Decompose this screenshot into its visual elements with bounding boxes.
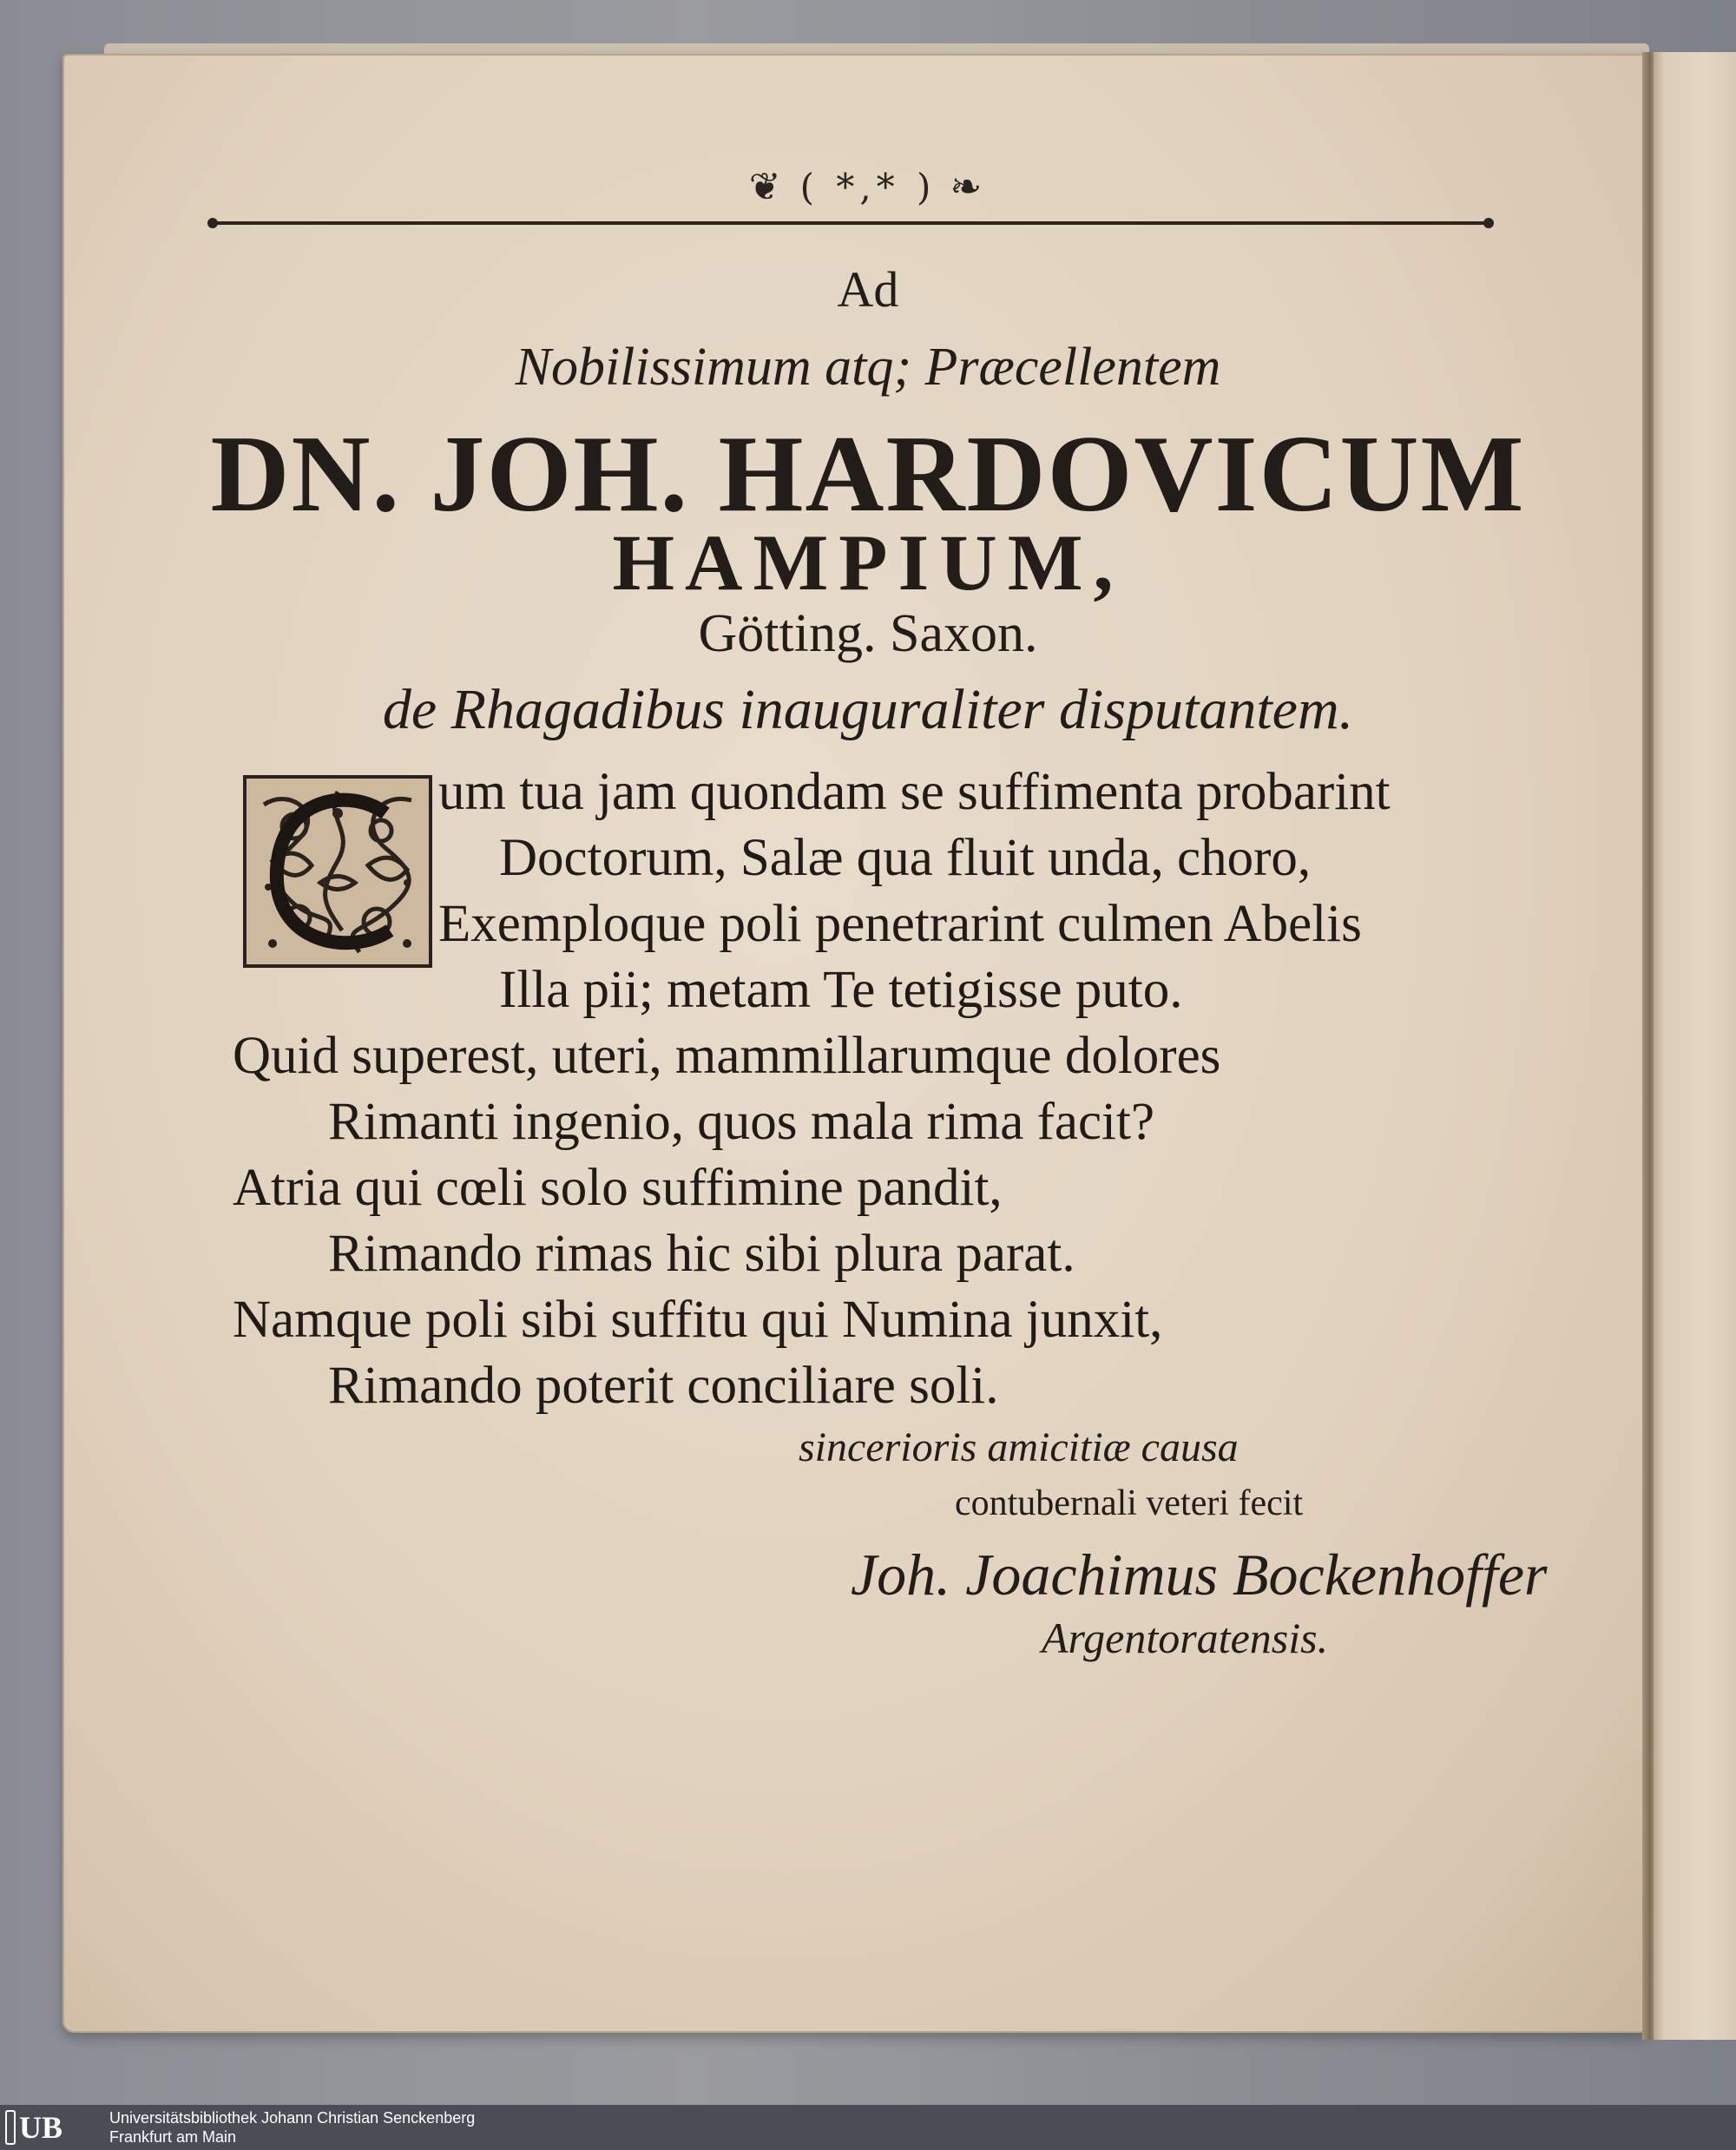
poem-line: Rimanti ingenio, quos mala rima facit? <box>328 1093 1155 1151</box>
poem-line: Illa pii; metam Te tetigisse puto. <box>499 961 1183 1019</box>
heading-ad: Ad <box>837 261 899 318</box>
footer-text <box>109 2108 475 2147</box>
logo-bar-icon <box>5 2110 16 2145</box>
ub-logo[interactable] <box>5 2108 99 2147</box>
page-ornament <box>0 165 1736 209</box>
heading-hampium: HAMPIUM, <box>612 518 1124 607</box>
header-rule <box>213 221 1489 225</box>
signature-origin: Argentoratensis. <box>1042 1614 1329 1662</box>
poem-line: Exemploque poli penetrarint culmen Abelis <box>438 895 1362 953</box>
ornament-marker: ( *,* ) <box>799 166 937 208</box>
heading-gotting: Götting. Saxon. <box>698 604 1038 663</box>
heading-name: DN. JOH. HARDOVICUM <box>210 414 1526 535</box>
heading-rhagadibus: de Rhagadibus inauguraliter disputantem. <box>382 678 1354 741</box>
poem-line: Namque poli sibi suffitu qui Numina junxit, <box>233 1291 1163 1349</box>
footer-location: Frankfurt am Main <box>109 2128 237 2146</box>
logo-text: UB <box>19 2110 63 2145</box>
library-footer <box>0 2105 1736 2150</box>
poem-line: Doctorum, Salæ qua fluit unda, choro, <box>499 829 1312 887</box>
poem-line: um tua jam quondam se suffimenta probarint <box>438 763 1391 821</box>
signature-author: Joh. Joachimus Bockenhoffer <box>851 1542 1548 1608</box>
poem-line: Rimando rimas hic sibi plura parat. <box>328 1225 1075 1283</box>
poem-line: Quid superest, uteri, mammillarumque dolores <box>233 1027 1221 1085</box>
heading-nobilissimum: Nobilissimum atq; Præcellentem <box>515 338 1221 397</box>
left-flower-icon: ❦ <box>748 165 786 209</box>
signature-contubernali: contubernali veteri fecit <box>955 1483 1304 1523</box>
signature-dedication: sincerioris amicitiæ causa <box>799 1424 1239 1470</box>
footer-library-name: Universitätsbibliothek Johann Christian Senckenberg <box>109 2109 476 2127</box>
poem-line: Rimando poterit conciliare soli. <box>328 1357 999 1415</box>
poem-line: Atria qui cœli solo suffimine pandit, <box>233 1159 1003 1217</box>
decorated-initial-c-icon <box>243 775 432 968</box>
right-flower-icon: ❧ <box>950 165 988 209</box>
